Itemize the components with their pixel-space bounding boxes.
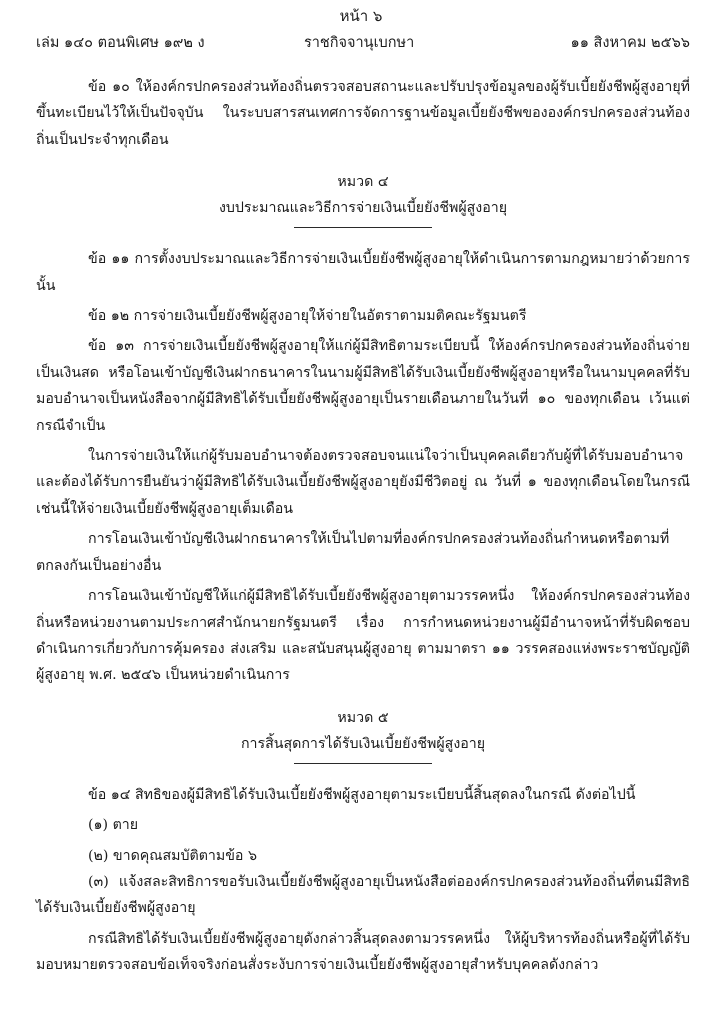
article-14-item-1: (๑) ตาย xyxy=(88,817,139,834)
article-10: ข้อ ๑๐ ให้องค์กรปกครองส่วนท้องถิ่นตรวจสอบสถานะและปรับปรุงข้อมูลของผู้รับเบี้ยยังชีพผู้สูงอายุที่ขึ้นทะเบียนไว้ให้เป็นปัจจุบัน ในระบบสารสนเทศการจัดการฐานข้อมูลเบี้ยยังชีพขององค์กรปกครองส่วนท้องถิ่นเป็นประจำทุกเดือน xyxy=(36,79,690,148)
page-number: หน้า ๖ xyxy=(339,7,383,25)
article-14-item-2: (๒) ขาดคุณสมบัติตามข้อ ๖ xyxy=(88,847,257,864)
article-11: ข้อ ๑๑ การตั้งงบประมาณและวิธีการจ่ายเงินเบี้ยยังชีพผู้สูงอายุให้ดำเนินการตามกฎหมายว่าด้วยการนั้น xyxy=(36,251,690,294)
volume-info: เล่ม ๑๔๐ ตอนพิเศษ ๑๙๒ ง xyxy=(36,35,205,51)
document-body xyxy=(36,74,690,979)
article-12: ข้อ ๑๒ การจ่ายเงินเบี้ยยังชีพผู้สูงอายุให้จ่ายในอัตราตามมติคณะรัฐมนตรี xyxy=(88,308,527,325)
article-13-paragraph-3: การโอนเงินเข้าบัญชีเงินฝากธนาคารให้เป็นไปตามที่องค์กรปกครองส่วนท้องถิ่นกำหนดหรือตามที่ตกลงกันเป็นอย่างอื่น xyxy=(36,531,670,574)
chapter-4-title: หมวด ๔ xyxy=(337,174,389,191)
gazette-header xyxy=(36,32,690,54)
gazette-name: ราชกิจจานุเบกษา xyxy=(304,35,415,51)
article-13-paragraph-2: ในการจ่ายเงินให้แก่ผู้รับมอบอำนาจต้องตรวจสอบจนแน่ใจว่าเป็นบุคคลเดียวกับผู้ที่ได้รับมอบอำนาจและต้องได้รับการยืนยันว่าผู้มีสิทธิได้รับเงินเบี้ยยังชีพผู้สูงอายุยังมีชีวิตอยู่ ณ วันที่ ๑ ของทุกเดือนโดยในกรณีเช่นนี้ให้จ่ายเงินเบี้ยยังชีพผู้สูงอายุเต็มเดือน xyxy=(36,448,690,517)
chapter-5-subtitle: การสิ้นสุดการได้รับเงินเบี้ยยังชีพผู้สูงอายุ xyxy=(240,735,486,752)
article-13-paragraph-4: การโอนเงินเข้าบัญชีให้แก่ผู้มีสิทธิได้รับเบี้ยยังชีพผู้สูงอายุตามวรรคหนึ่ง ให้องค์กรปกครองส่วนท้องถิ่นหรือหน่วยงานตามประกาศสำนักนายกรัฐมนตรี เรื่อง การกำหนดหน่วยงานผู้มีอำนาจหน้าที่รับผิดชอบดำเนินการเกี่ยวกับการคุ้มครอง ส่งเสริม และสนับสนุนผู้สูงอายุ ตามมาตรา ๑๑ วรรคสองแห่งพระราชบัญญัติผู้สูงอายุ พ.ศ. ๒๕๔๖ เป็นหน่วยดำเนินการ xyxy=(36,588,690,684)
article-13: ข้อ ๑๓ การจ่ายเงินเบี้ยยังชีพผู้สูงอายุให้แก่ผู้มีสิทธิตามระเบียบนี้ ให้องค์กรปกครองส่วนท้องถิ่นจ่ายเป็นเงินสด หรือโอนเข้าบัญชีเงินฝากธนาคารในนามผู้มีสิทธิได้รับเงินเบี้ยยังชีพผู้สูงอายุหรือในนามบุคคลที่รับมอบอำนาจเป็นหนังสือจากผู้มีสิทธิได้รับเบี้ยยังชีพผู้สูงอายุเป็นรายเดือนภายในวันที่ ๑๐ ของทุกเดือน เว้นแต่กรณีจำเป็น xyxy=(36,338,690,434)
article-14-paragraph-2: กรณีสิทธิได้รับเงินเบี้ยยังชีพผู้สูงอายุดังกล่าวสิ้นสุดลงตามวรรคหนึ่ง ให้ผู้บริหารท้องถิ่นหรือผู้ที่ได้รับมอบหมายตรวจสอบข้อเท็จจริงก่อนสั่งระงับการจ่ายเงินเบี้ยยังชีพผู้สูงอายุสำหรับบุคคลดังกล่าว xyxy=(36,930,690,974)
publication-date: ๑๑ สิงหาคม ๒๕๖๖ xyxy=(570,35,690,51)
chapter-5-heading xyxy=(36,705,690,764)
chapter-4-heading xyxy=(36,169,690,228)
chapter-5-title: หมวด ๕ xyxy=(337,709,389,726)
section-divider xyxy=(294,763,432,764)
article-14: ข้อ ๑๔ สิทธิของผู้มีสิทธิได้รับเงินเบี้ยยังชีพผู้สูงอายุตามระเบียบนี้สิ้นสุดลงในกรณี ดังต่อไปนี้ xyxy=(88,786,636,803)
chapter-4-subtitle: งบประมาณและวิธีการจ่ายเงินเบี้ยยังชีพผู้สูงอายุ xyxy=(218,200,508,217)
section-divider xyxy=(294,227,432,228)
article-14-item-3: (๓) แจ้งสละสิทธิการขอรับเงินเบี้ยยังชีพผู้สูงอายุเป็นหนังสือต่อองค์กรปกครองส่วนท้องถิ่นที่ตนมีสิทธิได้รับเงินเบี้ยยังชีพผู้สูงอายุ xyxy=(36,873,690,917)
